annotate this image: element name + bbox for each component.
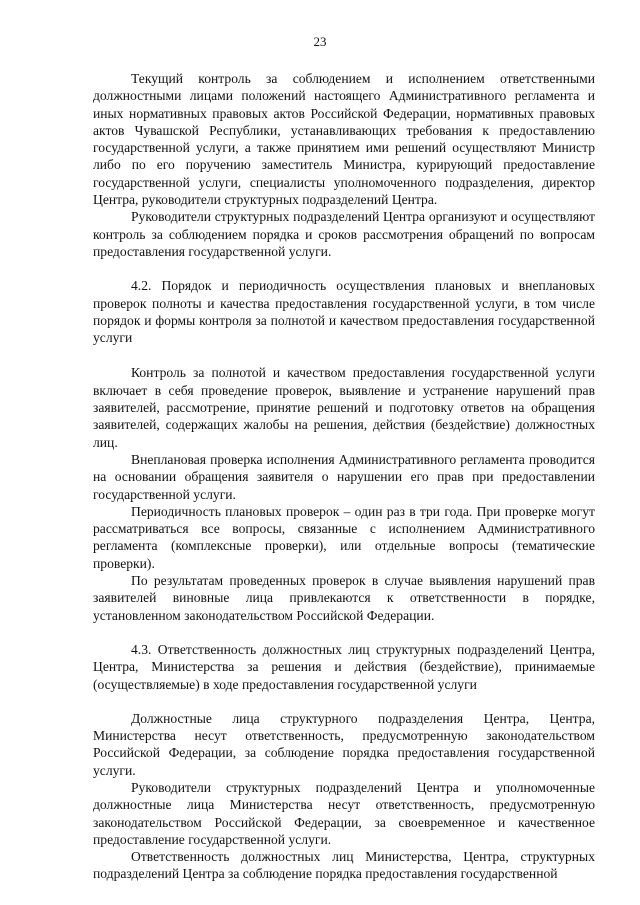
paragraph-check-results: По результатам проведенных проверок в случае выявления нарушений прав заявителей виновные лица привлекаются к ответственности в порядке, установленном законодательством Российской Федерации. xyxy=(93,573,595,623)
paragraph-check-frequency: Периодичность плановых проверок – один раз в три года. При проверке могут рассматриваться все вопросы, связанные с исполнением Административного регламента (комплексные проверки), или отдельные вопросы (тематические проверки). xyxy=(93,503,595,571)
spacer xyxy=(93,693,595,710)
section-heading-4-2: 4.2. Порядок и периодичность осуществления плановых и внеплановых проверок полноты и качества предоставления государственной услуги, в том числе порядок и формы контроля за полнотой и качеством предоставления государственной услуги xyxy=(93,278,595,346)
paragraph-heads-control: Руководители структурных подразделений Центра организуют и осуществляют контроль за соблюдением порядка и сроков рассмотрения обращений по вопросам предоставления государственной услуги. xyxy=(93,209,595,259)
paragraph-officials-liability: Должностные лица структурного подразделения Центра, Центра, Министерства несут ответственность, предусмотренную законодательством Российской Федерации, за соблюдение порядка предоставления государственной услуги. xyxy=(93,710,595,778)
spacer xyxy=(93,624,595,641)
paragraph-heads-liability: Руководители структурных подразделений Центра и уполномоченные должностные лица Министерства несут ответственность, предусмотренную законодательством Российской Федерации, за своевременное и качественное предоставление государственной услуги. xyxy=(93,779,595,847)
paragraph-ministry-liability: Ответственность должностных лиц Министерства, Центра, структурных подразделений Центра за соблюдение порядка предоставления государственной xyxy=(93,849,595,882)
spacer xyxy=(93,260,595,277)
paragraph-current-control: Текущий контроль за соблюдением и исполнением ответственными должностными лицами положений настоящего Административного регламента и иных нормативных правовых актов Российской Федерации, нормативных правовых актов Чувашской Республики, устанавливающих требования к предоставлению государственной услуги, а также принятием ими решений осуществляют Министр либо по его поручению заместитель Министра, курирующий предоставление государственной услуги, специалисты уполномоченного подразделения, директор Центра, руководители структурных подразделений Центра. xyxy=(93,71,595,208)
document-body xyxy=(93,70,595,883)
section-heading-4-3: 4.3. Ответственность должностных лиц структурных подразделений Центра, Центра, Министерства за решения и действия (бездействие), принимаемые (осуществляемые) в ходе предоставления государственной услуги xyxy=(93,641,595,692)
page-number: 23 xyxy=(313,34,327,49)
paragraph-quality-control: Контроль за полнотой и качеством предоставления государственной услуги включает в себя проведение проверок, выявление и устранение нарушений прав заявителей, рассмотрение, принятие решений и подготовку ответов на обращения заявителей, содержащих жалобы на решения, действия (бездействие) должностных лиц. xyxy=(93,365,595,450)
paragraph-unscheduled-check: Внеплановая проверка исполнения Административного регламента проводится на основании обращения заявителя о нарушении его прав при предоставлении государственной услуги. xyxy=(93,451,595,502)
spacer xyxy=(93,346,595,364)
